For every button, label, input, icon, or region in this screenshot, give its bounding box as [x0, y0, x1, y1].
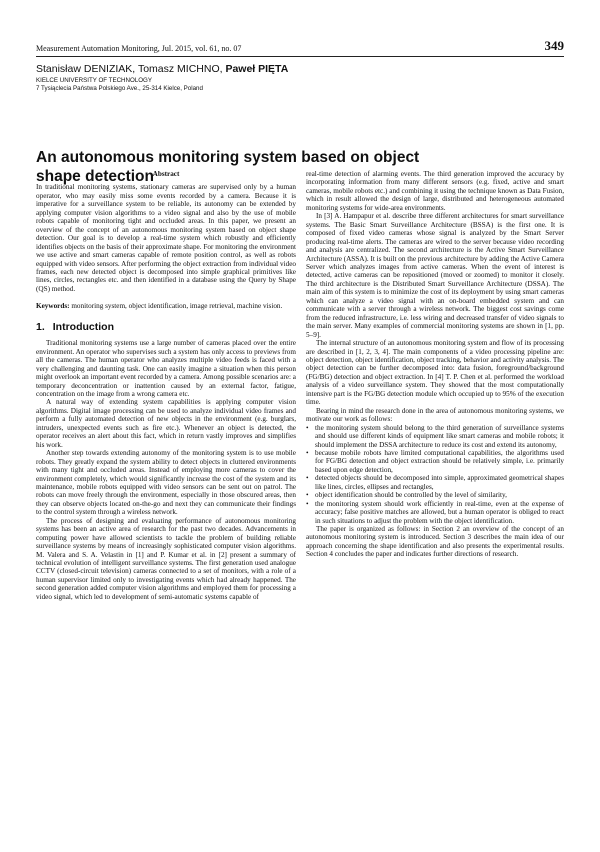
list-item: • the monitoring system should work efficiently in real-time, even at the expense of accuracy; false positive matches are allowed, but a human operator is obliged to react in such situations to adjust the problem with the object identification. [306, 500, 564, 525]
list-item: • the monitoring system should belong to the third generation of surveillance systems and should use different kinds of equipment like smart cameras and mobile robots; it should implement the DSSA architecture to reduce its cost and extend its autonomy, [306, 424, 564, 449]
list-item: • detected objects should be decomposed into simple, approximated geometrical shapes like lines, circles, ellipses and rectangles, [306, 474, 564, 491]
keywords-label: Keywords: [36, 302, 70, 311]
author-1: Stanisław DENIZIAK, [36, 63, 136, 75]
header-rule [36, 56, 564, 57]
journal-header: Measurement Automation Monitoring, Jul. 2015, vol. 61, no. 07 [36, 44, 242, 53]
left-column [36, 170, 296, 601]
author-2: Tomasz MICHNO, [137, 63, 223, 75]
motivation-list [306, 424, 564, 525]
abstract-heading: Abstract [152, 170, 180, 178]
affiliation-address: 7 Tysiąclecia Państwa Polskiego Ave., 25-314 Kielce, Poland [36, 85, 203, 92]
abstract-text: In traditional monitoring systems, stationary cameras are supervised only by a human operator, who may easily miss some events recorded by a camera. Because it is imperative for a surveillance system to be reliable, its autonomy can be extended by applying computer vision algorithms to a video signal and also by the use of mobile robots capable of monitoring tight and occluded areas. In this paper, we present an overview of the concept of an autonomous monitoring system based on object shape detection. Our goal is to develop a real-time system which robustly and efficiently identifies objects on the basis of their approximate shape. For monitoring the environment we use active and smart cameras capable of remote position control, as well as robots equipped with video sensors. After performing the object extraction from individual video frames, each new detected object is decomposed into simple graphical primitives like lines, circles, rectangles etc. and then identified in a database using the Query by Shape (QS) method. [36, 183, 296, 293]
body-paragraph: The internal structure of an autonomous monitoring system and flow of its processing are described in [1, 2, 3, 4]. The main components of a video processing pipeline are: object detection, object identification, object tracking, behavior and activity analysis. The object detection can be further decomposed into: data fusion, foreground/background (FG/BG) detection and object extraction. In [4] T. P. Chen et al. performed the workload analysis of a video surveillance system. They showed that the most computationally intensive part is the FG/BG detection module which occupied up to 95% of the execution time. [306, 339, 564, 407]
section-number: 1. [36, 320, 45, 333]
right-column [306, 170, 564, 559]
intro-paragraph: Traditional monitoring systems use a large number of cameras placed over the entire environment. An operator who supervises such a system has only access to previews from all the cameras. The human operator who analyzes multiple video feeds is faced with a very challenging and daunting task. One can easily imagine a situation when this person might overlook an important event recorded by a camera. Among possible scenarios are: a temporary deconcentration or inattention caused by an external factor, fatigue, concentration on the image from a wrong camera etc. [36, 339, 296, 398]
page-number: 349 [544, 38, 564, 53]
closing-paragraph: The paper is organized as follows: in Section 2 an overview of the concept of an autonomous monitoring system is introduced. Section 3 describes the main idea of our approach concerning the shape identification and also presents the experimental results. Section 4 concludes the paper and indicates further directions of research. [306, 525, 564, 559]
body-paragraph: Bearing in mind the research done in the area of autonomous monitoring systems, we motivate our work as follows: [306, 406, 564, 424]
keywords [36, 302, 296, 310]
keywords-text: monitoring system, object identification, image retrieval, machine vision. [71, 302, 283, 311]
paper-title: An autonomous monitoring system based on object shape detection [36, 149, 420, 185]
body-paragraph: real-time detection of alarming events. The third generation improved the accuracy by incorporating information from many different sensors (e.g. fixed, active and smart cameras, mobile robots etc.) and combining it using the technique known as Data Fusion, which in result allowed the design of large, distributed and heterogeneous automated monitoring systems for wide-area environments. [306, 170, 564, 212]
intro-paragraph: Another step towards extending autonomy of the monitoring system is to use mobile robots. They greatly expand the system ability to detect objects in cluttered environments with many tight and occluded areas. Instead of employing more cameras to cover the environment completely, which would significantly increase the cost of the system and its maintenance, mobile robots equipped with video sensors can be sent out on patrol. The robots can move freely through the environment, especially in those obscured areas, then they can observe objects located on-the-go and next they can communicate their findings to the control system through a wireless network. [36, 449, 296, 517]
intro-paragraph: A natural way of extending system capabilities is applying computer vision algorithms. Digital image processing can be used to analyze individual video frames and perform a fully automated detection of new objects in the environment (e.g. burglars, intruders, unexpected events such as fire etc.). Whenever an object is detected, the operator receives an alert about this fact, which in return vastly improves and simplifies his work. [36, 398, 296, 449]
body-paragraph: In [3] A. Hampapur et al. describe three different architectures for smart surveillance systems. The Basic Smart Surveillance Architecture (BSSA) is the first one. It is composed of fixed video cameras whose signal is analyzed by the Smart Server producing real-time alerts. The cameras are wired to the server because video recording and analysis are centralized. The second architecture is the Active Smart Surveillance Architecture (ASSA). It is built on the previous architecture by adding the Active Camera Server which analyzes images from active cameras. When the event of interest is detected, active cameras can be repositioned (moved or zoomed) to monitor it closely. The third architecture is the Distributed Smart Surveillance Architecture (DSSA). The main aim of this system is to minimize the cost of its deployment by using smart cameras which can analyze a video signal with an on-board embedded system and can communicate with a server through a wireless network. The biggest cost savings come from the reduced infrastructure, i.e. less wiring and decreased transfer of video signals to the main server. Many examples of commercial monitoring systems are shown in [1, pp. 5–9]. [306, 212, 564, 339]
list-item: • object identification should be controlled by the level of similarity, [306, 491, 564, 499]
affiliation-university: KIELCE UNIVERSITY OF TECHNOLOGY [36, 77, 152, 84]
author-3: Paweł PIĘTA [225, 63, 289, 75]
intro-paragraph: The process of designing and evaluating performance of autonomous monitoring systems has been an active area of research for the past two decades. Advancements in computing power have allowed scientists to tackle the problem of building reliable surveillance systems by means of increasingly sophisticated computer vision algorithms. M. Valera and S. A. Velastin in [1] and P. Kumar et al. in [2] present a summary of technical evolution of intelligent surveillance systems. The first generation used analogue CCTV (closed-circuit television) cameras connected to a set of monitors, with a role of a human supervisor limited only to investigating events which had already happened. The second generation added computer vision algorithms and employed them for processing a video signal, which led to development of semi-automatic systems capable of [36, 516, 296, 601]
section-title: Introduction [52, 320, 115, 333]
section-heading-introduction [36, 320, 296, 333]
author-list [36, 63, 288, 75]
list-item: • because mobile robots have limited computational capabilities, the algorithms used for FG/BG detection and object extraction should be relatively simple, i.e. primarily based upon edge detection, [306, 449, 564, 474]
